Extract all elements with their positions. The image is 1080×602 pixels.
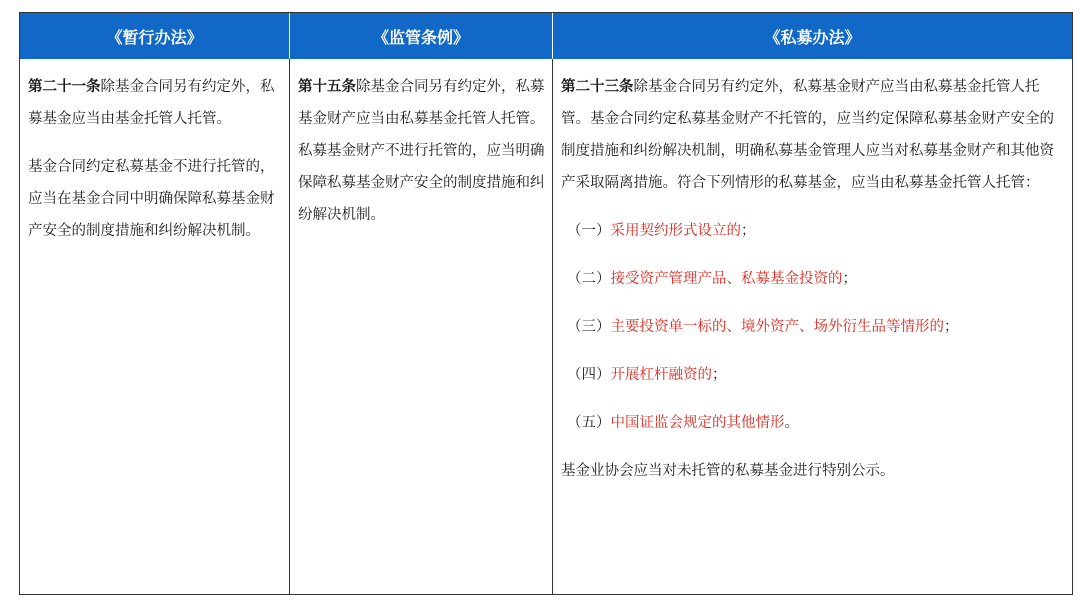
table-body-row [20, 59, 1072, 594]
header-regulatory-rules: 《监管条例》 [290, 13, 553, 59]
list-item [561, 407, 1068, 439]
list-item [561, 215, 1068, 247]
article-text: 除基金合同另有约定外，私募基金应当由基金托管人托管。 [28, 79, 275, 127]
article-paragraph [298, 71, 546, 231]
list-item [561, 263, 1068, 295]
article-paragraph: 基金合同约定私募基金不进行托管的，应当在基金合同中明确保障私募基金财产安全的制度措施和纠纷解决机制。 [28, 159, 275, 239]
cell-private-fund-measures [553, 59, 1072, 594]
article-number: 第二十三条 [561, 79, 634, 95]
item-number: （四） [567, 367, 611, 383]
article-text: 除基金合同另有约定外，私募基金财产应当由私募基金托管人托管。私募基金财产不进行托管的，应当明确保障私募基金财产安全的制度措施和纠纷解决机制。 [298, 79, 545, 223]
item-punct: 。 [784, 415, 799, 431]
header-private-fund-measures: 《私募办法》 [764, 27, 861, 47]
item-text: 主要投资单一标的、境外资产、场外衍生品等情形的 [610, 319, 944, 335]
item-number: （二） [567, 271, 611, 287]
item-punct: ； [712, 367, 727, 383]
item-punct: ； [741, 223, 756, 239]
item-number: （一） [567, 223, 611, 239]
cell-regulatory-rules [290, 59, 553, 594]
cell-interim-measures [20, 59, 290, 594]
item-text: 接受资产管理产品、私募基金投资的 [610, 271, 843, 287]
item-punct: ； [944, 319, 959, 335]
item-number: （三） [567, 319, 611, 335]
article-paragraph [28, 71, 283, 135]
header-interim-measures: 《暂行办法》 [20, 13, 290, 59]
comparison-table [19, 12, 1073, 595]
item-text: 开展杠杆融资的 [610, 367, 712, 383]
article-number: 第二十一条 [28, 79, 101, 95]
article-number: 第十五条 [298, 79, 356, 95]
item-text: 中国证监会规定的其他情形 [610, 415, 785, 431]
table-header-row [20, 13, 1072, 59]
list-item [561, 359, 1068, 391]
item-number: （五） [567, 415, 611, 431]
article-paragraph [561, 71, 1068, 199]
closing-paragraph: 基金业协会应当对未托管的私募基金进行特别公示。 [561, 463, 895, 479]
item-text: 采用契约形式设立的 [610, 223, 741, 239]
item-punct: ； [842, 271, 857, 287]
article-text: 除基金合同另有约定外，私募基金财产应当由私募基金托管人托管。基金合同约定私募基金财产不托管的，应当约定保障私募基金财产安全的制度措施和纠纷解决机制，明确私募基金管理人应当对私募基金财产和其他资产采取隔离措施。符合下列情形的私募基金，应当由私募基金托管人托管： [561, 79, 1054, 191]
list-item [561, 311, 1068, 343]
